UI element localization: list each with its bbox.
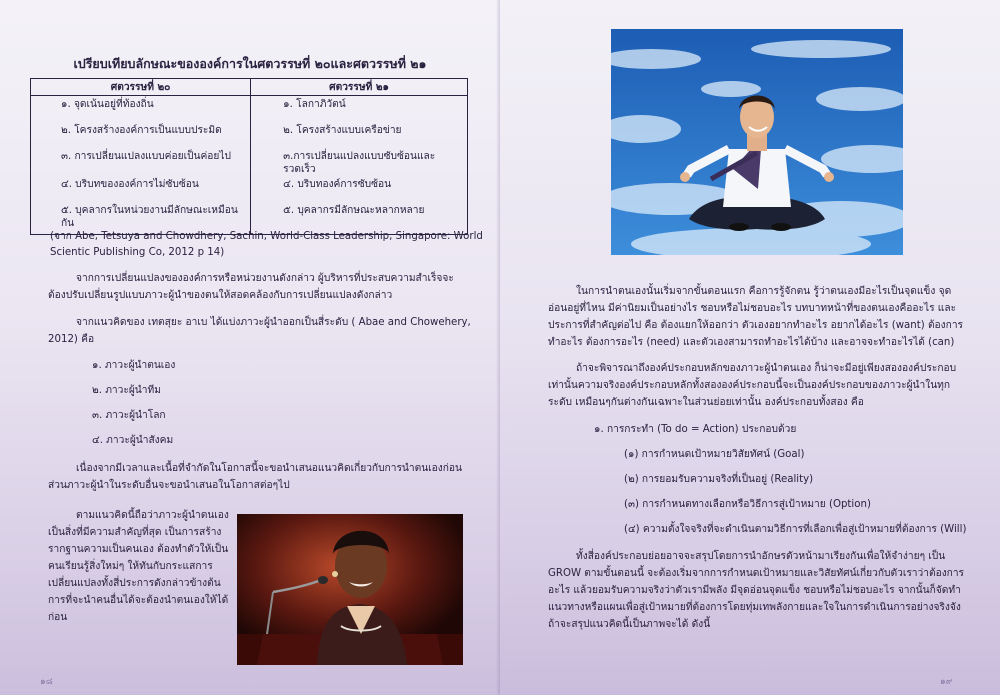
list-item: ๓. ภาวะผู้นำโลก [92,410,166,421]
table-header-21st: ศตวรรษที่ ๒๑ [251,79,468,96]
citation-line: Scientic Publishing Co, 2012 p 14) [50,247,225,258]
paragraph-line: อ่อนอยู่ที่ไหน มีค่านิยมเป็นอย่างไร ชอบหรือไม่ชอบอะไร บทบาทหน้าที่ของตนเองคืออะไร และ [548,303,957,314]
list-item: (๔) ความตั้งใจจริงที่จะดำเนินตามวิธีการที่เลือกเพื่อสู่เป้าหมายที่ต้องการ (Will) [624,524,967,535]
table-row [31,176,468,202]
paragraph-line: ต้องปรับเปลี่ยนรูปแบบภาวะผู้นำของตนให้สอดคล้องกับการเปลี่ยนแปลงดังกล่าว [48,290,393,301]
page-number: ๑๙ [940,677,953,687]
speaker-photo [237,514,463,665]
paragraph-line: ก่อน [48,612,68,623]
table-cell: ๓. การเปลี่ยนแปลงแบบค่อยเป็นค่อยไป [31,148,251,176]
list-item: ๔. ภาวะผู้นำสังคม [92,435,174,446]
paragraph-line: ทำอะไร ต้องการอะไร (need) และตัวเองสามารถทำอะไรได้บ้าง และอาจจะทำอะไรได้ (can) [548,337,955,348]
paragraph-line: จากแนวคิดของ เทตสุยะ อาเบ ได้แบ่งภาวะผู้นำออกเป็นสี่ระดับ ( Abae and Chowehery, [76,317,471,328]
table-cell: ๑. จุดเน้นอยู่ที่ท้องถิ่น [31,96,251,123]
paragraph-line: ในการนำตนเองนั้นเริ่มจากขั้นตอนแรก คือการรู้จักตน รู้ว่าตนเองมีอะไรเป็นจุดแข็ง จุด [576,286,952,297]
paragraph-line: เป็นสิ่งที่มีความสำคัญที่สุด เป็นการสร้าง [48,527,222,538]
page-title: เปรียบเทียบลักษณะขององค์การในศตวรรษที่ ๒๐และศตวรรษที่ ๒๑ [73,56,427,71]
paragraph-line: ทั้งสี่องค์ประกอบย่อยอาจจะสรุปโดยการนำอักษรตัวหน้ามาเรียงกันเพื่อให้จำง่ายๆ เป็น [576,551,946,562]
paragraph-line: เปลี่ยนแปลงทั้งสี่ประการดังกล่าวข้างต้น [48,578,221,589]
paragraph-line: ระดับ เหมือนๆกันต่างกันเฉพาะในส่วนย่อยเท่านั้น องค์ประกอบทั้งสอง คือ [548,397,864,408]
paragraph-line: ตามแนวคิดนี้ถือว่าภาวะผู้นำตนเอง [76,510,229,521]
section-heading: ๑. การกระทำ (To do = Action) ประกอบด้วย [594,424,797,435]
table-cell: ๒. โครงสร้างแบบเครือข่าย [251,122,468,148]
list-item: ๒. ภาวะผู้นำทีม [92,385,161,396]
meditation-photo [611,29,903,255]
table-header-row [31,79,468,96]
page-number: ๑๘ [40,677,53,687]
table-header-20th: ศตวรรษที่ ๒๐ [31,79,251,96]
right-page [500,0,1000,695]
paragraph-line: การที่จะนำคนอื่นได้จะต้องนำตนเองให้ได้ [48,595,229,606]
paragraph-line: ประการที่สำคัญต่อไป คือ ต้องแยกให้ออกว่า ตัวเองอยากทำอะไร อยากได้อะไร (want) ต้องการ [548,320,964,331]
citation-line: (จาก Abe, Tetsuya and Chowdhery, Sachin, World-Class Leadership, Singapore: World [50,231,483,242]
paragraph-line: ถ้าจะสรุปแนวคิดนี้เป็นภาพจะได้ ดังนี้ [548,619,711,630]
paragraph-line: ส่วนภาวะผู้นำในระดับอื่นจะขอนำเสนอในโอกาสต่อๆไป [48,480,290,491]
paragraph-line: เนื่องจากมีเวลาและเนื้อที่จำกัดในโอกาสนี้จะขอนำเสนอแนวคิดเกี่ยวกับการนำตนเองก่อน [76,463,463,474]
table-cell: ๕. บุคลากรมีลักษณะหลากหลาย [251,202,468,235]
table-cell: ๒. โครงสร้างองค์การเป็นแบบประมิด [31,122,251,148]
table-row [31,122,468,148]
table-cell: ๔. บริบทขององค์การไม่ซับซ้อน [31,176,251,202]
table-cell: ๔. บริบทองค์การซับซ้อน [251,176,468,202]
table-cell: ๓.การเปลี่ยนแปลงแบบซับซ้อนและรวดเร็ว [251,148,468,176]
paragraph-line: เท่านั้นความจริงองค์ประกอบหลักทั้งสององค์ประกอบนี้จะเป็นองค์ประกอบของภาวะผู้นำในทุก [548,380,951,391]
paragraph-line: แนวทางหรือแผนเพื่อสู่เป้าหมายที่ต้องการโดยทุ่มเทพลังกายและใจในการดำเนินการอย่างจริงจัง [548,602,961,613]
list-item: ๑. ภาวะผู้นำตนเอง [92,360,176,371]
paragraph-line: คนเรียนรู้สิ่งใหม่ๆ ให้ทันกับกระแสการ [48,561,213,572]
paragraph-line: รากฐานความเป็นคนเอง ต้องทำตัวให้เป็น [48,544,229,555]
paragraph-line: GROW ตามขั้นตอนนี้ จะต้องเริ่มจากการกำหนดเป้าหมายและวิสัยทัศน์เกี่ยวกับตัวเราว่าต้องการ [548,568,965,579]
table-cell: ๑. โลกาภิวัตน์ [251,96,468,123]
paragraph-line: จากการเปลี่ยนแปลงขององค์การหรือหน่วยงานดังกล่าว ผู้บริหารที่ประสบความสำเร็จจะ [76,273,454,284]
list-item: (๓) การกำหนดทางเลือกหรือวิธีการสู่เป้าหมาย (Option) [624,499,871,510]
paragraph-line: ถ้าจะพิจารณาถึงองค์ประกอบหลักของภาวะผู้นำตนเอง ก็น่าจะมีอยู่เพียงสององค์ประกอบ [576,363,957,374]
comparison-table [30,78,468,235]
paragraph-line: อะไร แล้วยอมรับความจริงว่าตัวเรามีพลัง มีจุดอ่อนจุดแข็ง ชอบหรือไม่ชอบอะไร จากนั้นก็จัดทำ [548,585,961,596]
table-row [31,96,468,123]
paragraph-line: 2012) คือ [48,334,95,345]
list-item: (๒) การยอมรับความจริงที่เป็นอยู่ (Reality) [624,474,814,485]
table-row [31,148,468,176]
list-item: (๑) การกำหนดเป้าหมายวิสัยทัศน์ (Goal) [624,449,805,460]
table-cell: ๕. บุคลากรในหน่วยงานมีลักษณะเหมือนกัน [31,202,251,235]
